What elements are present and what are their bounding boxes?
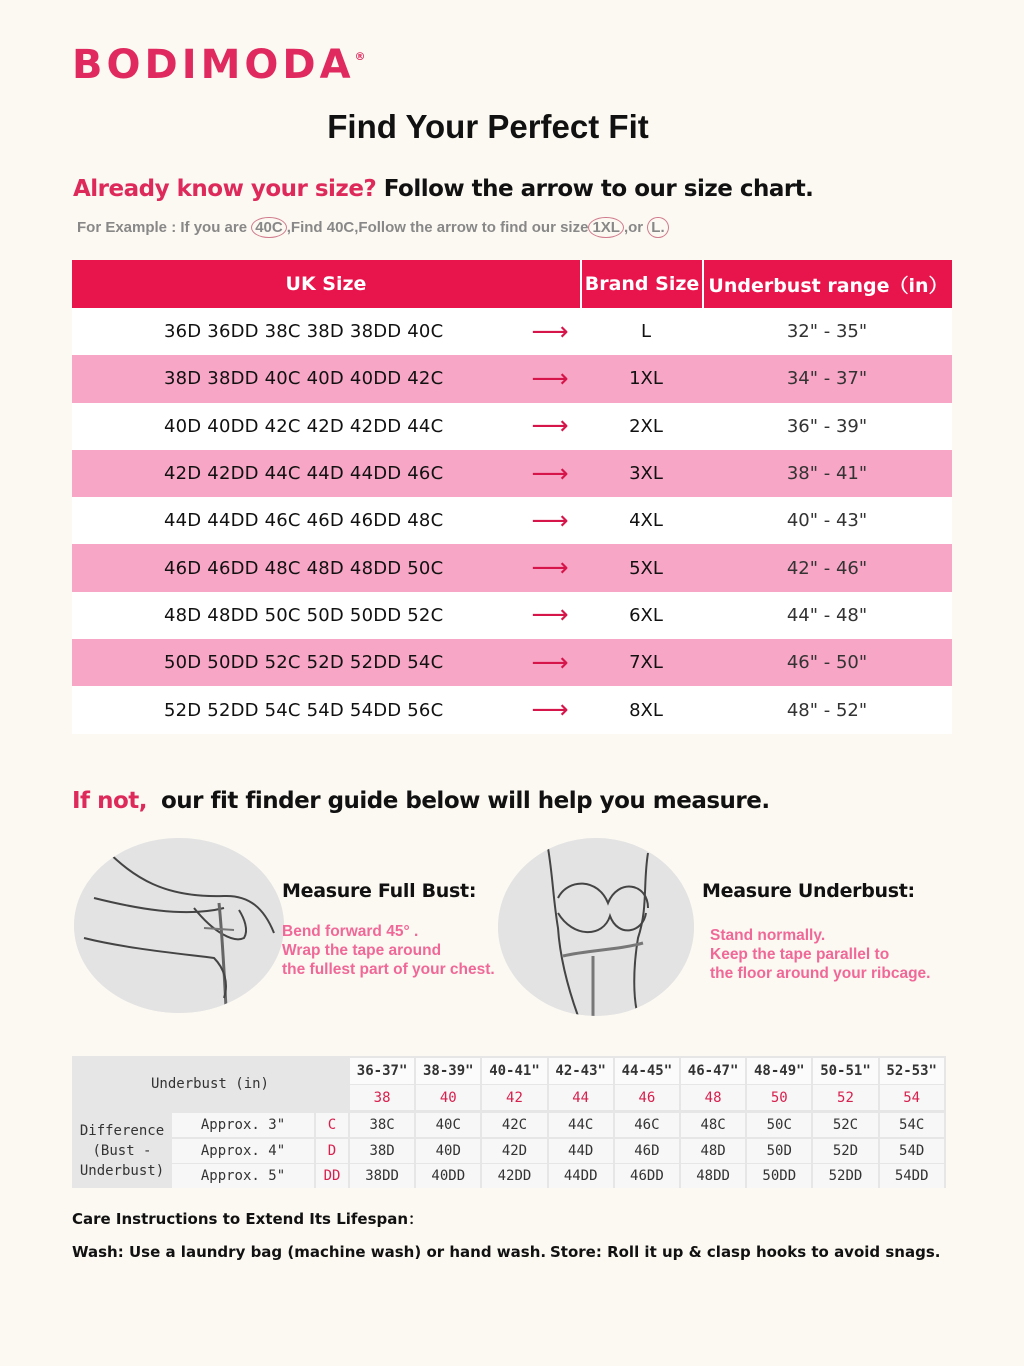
page-title: Find Your Perfect Fit <box>327 108 649 145</box>
bra-size-cell: 44D <box>549 1139 613 1163</box>
bra-size-cell: 40D <box>416 1139 480 1163</box>
underbust-range-header: 46-47" <box>681 1058 745 1084</box>
brand-size-cell: 3XL <box>629 463 663 485</box>
underbust-range-cell: 42" - 46" <box>786 557 868 579</box>
underbust-range-cell: 32" - 35" <box>786 321 868 343</box>
arrow-icon: ⟶ <box>531 505 569 536</box>
band-size-header: 54 <box>880 1085 944 1110</box>
approx-difference-label: Approx. 5" <box>172 1164 314 1188</box>
uk-size-cell: 38D 38DD 40C 40D 40DD 42C <box>164 368 444 390</box>
know-size-heading <box>73 176 813 202</box>
underbust-range-cell: 48" - 52" <box>786 699 868 721</box>
band-size-header: 52 <box>813 1085 877 1110</box>
bra-size-cell: 52D <box>813 1139 877 1163</box>
underbust-range-cell: 36" - 39" <box>786 415 868 437</box>
bra-size-cell: 42DD <box>482 1164 546 1188</box>
size-chart-row <box>72 355 952 402</box>
band-size-header: 40 <box>416 1085 480 1110</box>
bra-size-cell: 46DD <box>615 1164 679 1188</box>
uk-size-cell: 40D 40DD 42C 42D 42DD 44C <box>164 415 444 437</box>
brand-size-cell: 6XL <box>629 604 663 626</box>
example-circled-l: L. <box>647 217 668 238</box>
example-circled-40c: 40C <box>251 217 287 238</box>
approx-difference-label: Approx. 4" <box>172 1139 314 1163</box>
care-instructions-title: Care Instructions to Extend Its Lifespan： <box>72 1210 424 1228</box>
bra-size-cell: 52DD <box>813 1164 877 1188</box>
bra-size-cell: 54DD <box>880 1164 944 1188</box>
size-chart-row <box>72 639 952 686</box>
arrow-icon: ⟶ <box>531 695 569 726</box>
measure-underbust-heading: Measure Underbust: <box>702 880 915 902</box>
size-chart-table <box>72 260 952 734</box>
brand-size-cell: 7XL <box>629 652 663 674</box>
brand-size-cell: 2XL <box>629 415 663 437</box>
underbust-range-header: 36-37" <box>350 1058 414 1084</box>
uk-size-cell: 46D 46DD 48C 48D 48DD 50C <box>164 557 444 579</box>
bra-size-cell: 54C <box>880 1113 944 1137</box>
size-chart-row <box>72 403 952 450</box>
measure-full-bust-heading: Measure Full Bust: <box>282 880 477 902</box>
arrow-icon: ⟶ <box>531 647 569 678</box>
size-chart-row <box>72 497 952 544</box>
bra-size-cell: 54D <box>880 1139 944 1163</box>
approx-difference-label: Approx. 3" <box>172 1113 314 1137</box>
know-size-instruction: Follow the arrow to our size chart. <box>383 176 814 202</box>
arrow-icon: ⟶ <box>531 316 569 347</box>
example-text: For Example : If you are 40C ,Find 40C,Follow the arrow to find our size 1XL ,or L. <box>77 219 669 236</box>
brand-size-cell: 8XL <box>629 699 663 721</box>
cup-label: D <box>316 1139 348 1163</box>
brand-size-cell: 5XL <box>629 557 663 579</box>
bra-size-cell: 42D <box>482 1139 546 1163</box>
brand-size-cell: 1XL <box>629 368 663 390</box>
arrow-icon: ⟶ <box>531 363 569 394</box>
uk-size-cell: 36D 36DD 38C 38D 38DD 40C <box>164 321 444 343</box>
underbust-label: Underbust (in) <box>150 1075 269 1092</box>
band-size-header: 44 <box>549 1085 613 1110</box>
bra-size-cell: 48DD <box>681 1164 745 1188</box>
size-chart-header <box>72 260 952 308</box>
bra-size-cell: 44DD <box>549 1164 613 1188</box>
band-size-header: 38 <box>350 1085 414 1110</box>
uk-size-cell: 50D 50DD 52C 52D 52DD 54C <box>164 652 444 674</box>
underbust-range-header: 44-45" <box>615 1058 679 1084</box>
bra-size-cell: 46C <box>615 1113 679 1137</box>
bra-size-cell: 40DD <box>416 1164 480 1188</box>
uk-size-cell: 44D 44DD 46C 46D 46DD 48C <box>164 510 444 532</box>
bra-size-cell: 46D <box>615 1139 679 1163</box>
underbust-range-header: 40-41" <box>482 1058 546 1084</box>
bra-size-cell: 48C <box>681 1113 745 1137</box>
if-not-label: If not, <box>72 788 147 814</box>
bra-size-cell: 44C <box>549 1113 613 1137</box>
size-chart-row <box>72 544 952 591</box>
underbust-range-cell: 38" - 41" <box>786 463 868 485</box>
size-chart-row <box>72 592 952 639</box>
underbust-range-header: 42-43" <box>549 1058 613 1084</box>
size-chart-row <box>72 308 952 355</box>
underbust-range-cell: 40" - 43" <box>786 510 868 532</box>
uk-size-cell: 48D 48DD 50C 50D 50DD 52C <box>164 604 444 626</box>
brand-size-cell: L <box>640 321 652 343</box>
arrow-icon: ⟶ <box>531 600 569 631</box>
header-brand-size: Brand Size <box>580 260 704 308</box>
bra-size-cell: 40C <box>416 1113 480 1137</box>
header-underbust-range: Underbust range（in） <box>708 274 948 297</box>
fit-finder-text: our fit finder guide below will help you measure. <box>160 788 770 814</box>
band-size-header: 48 <box>681 1085 745 1110</box>
fit-finder-heading <box>72 788 770 814</box>
bra-size-cell: 38C <box>350 1113 414 1137</box>
bra-size-cell: 50DD <box>747 1164 811 1188</box>
underbust-range-cell: 46" - 50" <box>786 652 868 674</box>
brand-size-cell: 4XL <box>629 510 663 532</box>
underbust-range-header: 38-39" <box>416 1058 480 1084</box>
underbust-range-header: 48-49" <box>747 1058 811 1084</box>
bra-size-conversion-table <box>72 1056 946 1188</box>
bra-size-cell: 50D <box>747 1139 811 1163</box>
arrow-icon: ⟶ <box>531 411 569 442</box>
bra-size-cell: 48D <box>681 1139 745 1163</box>
underbust-range-header: 50-51" <box>813 1058 877 1084</box>
uk-size-cell: 52D 52DD 54C 54D 54DD 56C <box>164 699 444 721</box>
example-circled-1xl: 1XL <box>588 217 624 238</box>
band-size-header: 50 <box>747 1085 811 1110</box>
underbust-illustration <box>498 838 694 1016</box>
band-size-header: 46 <box>615 1085 679 1110</box>
size-chart-rows <box>72 308 952 734</box>
measure-full-bust-instructions: Bend forward 45° . Wrap the tape around the fullest part of your chest. <box>282 923 495 978</box>
underbust-range-cell: 34" - 37" <box>786 368 868 390</box>
header-uk-size: UK Size <box>285 273 367 295</box>
underbust-range-cell: 44" - 48" <box>786 604 868 626</box>
bra-size-cell: 42C <box>482 1113 546 1137</box>
bra-size-cell: 38D <box>350 1139 414 1163</box>
arrow-icon: ⟶ <box>531 458 569 489</box>
measure-underbust-instructions: Stand normally. Keep the tape parallel to the floor around your ribcage. <box>710 927 931 982</box>
full-bust-illustration <box>74 838 284 1013</box>
know-size-question: Already know your size? <box>73 176 377 202</box>
size-chart-row <box>72 450 952 497</box>
band-size-header: 42 <box>482 1085 546 1110</box>
bra-size-cell: 50C <box>747 1113 811 1137</box>
underbust-range-header: 52-53" <box>880 1058 944 1084</box>
size-chart-row <box>72 686 952 733</box>
difference-label: Difference (Bust - Underbust) <box>79 1122 165 1179</box>
bra-size-cell: 38DD <box>350 1164 414 1188</box>
brand-logo: BODIMODA® <box>72 42 366 88</box>
care-wash-instruction: Wash: Use a laundry bag (machine wash) or hand wash. <box>72 1243 547 1261</box>
bra-size-cell: 52C <box>813 1113 877 1137</box>
cup-label: C <box>316 1113 348 1137</box>
arrow-icon: ⟶ <box>531 553 569 584</box>
uk-size-cell: 42D 42DD 44C 44D 44DD 46C <box>164 463 444 485</box>
care-store-instruction: Store: Roll it up & clasp hooks to avoid snags. <box>550 1243 941 1261</box>
cup-label: DD <box>316 1164 348 1188</box>
